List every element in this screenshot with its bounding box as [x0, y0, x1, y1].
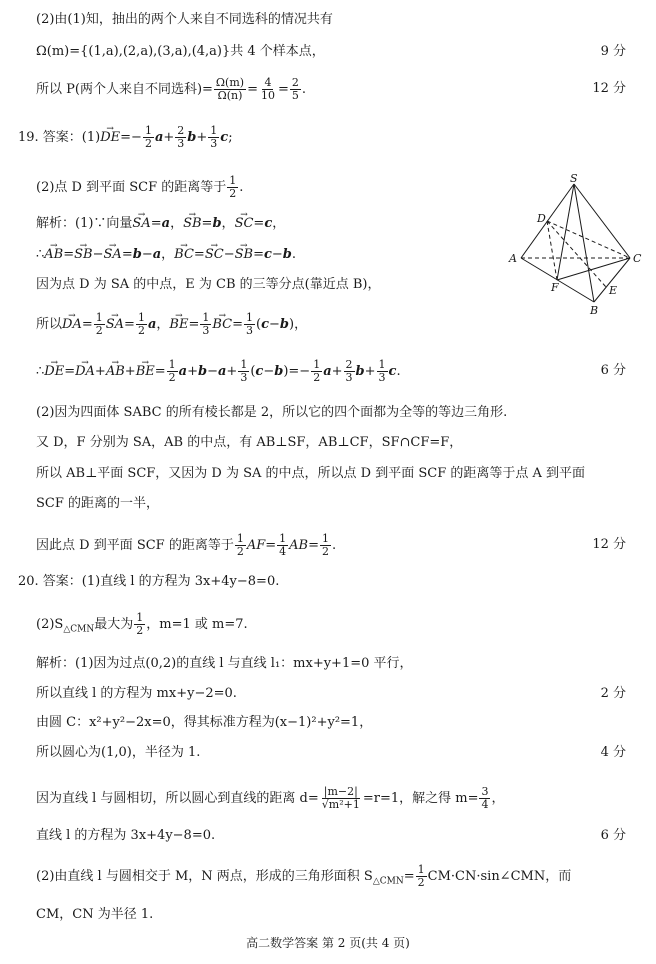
numerator: 1	[168, 357, 176, 371]
numerator: 1	[246, 310, 253, 324]
denominator: 2	[137, 323, 145, 337]
score: 12 分	[592, 537, 626, 552]
text: ∴→ AB=→ SB−→ SA=b−a，→ BC=→ SC−→ SB=c−b.	[36, 246, 296, 264]
label-f: F	[551, 281, 559, 294]
line	[36, 827, 626, 845]
text: (2)因为四面体 SABC 的所有棱长都是 2，所以它的四个面都为全等的等边三角形.	[36, 405, 508, 420]
text: (2)由直线 l 与圆相交于 M，N 两点，形成的三角形面积 S	[36, 868, 373, 884]
fraction	[344, 359, 355, 384]
line	[36, 404, 626, 422]
denominator: 2	[322, 544, 330, 558]
text: (2)S	[36, 616, 64, 632]
numerator: 1	[210, 123, 218, 137]
text: ∴→ DE=→ DA+→ AB+→ BE= $\frac{1}{2}$ a+b−a+ $\frac{1}{3}$ (c−b)=− $\frac{1}{2}$ a+ $\frac{2}{3}$ b+ $\frac{1}{3}$ c.	[36, 359, 401, 384]
line	[36, 76, 626, 102]
text: 因为直线 l 与圆相切，所以圆心到直线的距离 d=	[36, 790, 319, 806]
fraction	[311, 359, 322, 384]
line	[36, 864, 626, 890]
numerator: 1	[144, 123, 152, 137]
denominator: 2	[95, 323, 103, 337]
line	[36, 532, 626, 558]
line	[36, 434, 626, 452]
line	[36, 744, 626, 762]
text: 20. 答案：(1)直线 l 的方程为 3x+4y−8=0.	[18, 574, 280, 589]
text: 所以 P(两个人来自不同选科)=	[36, 81, 213, 97]
label-s: S	[570, 172, 578, 185]
denominator: 2	[313, 370, 321, 384]
numerator: 1	[236, 531, 244, 545]
line	[36, 906, 626, 924]
numerator: 2	[291, 75, 299, 89]
line	[18, 573, 626, 591]
denominator: 3	[246, 323, 253, 337]
denominator: 5	[291, 88, 299, 102]
numerator: 1	[240, 357, 248, 371]
denominator: 3	[345, 370, 353, 384]
denominator: 10	[260, 88, 275, 102]
text: 解析：(1)因为过点(0,2)的直线 l 与直线 l₁：mx+y+1=0 平行，	[36, 656, 413, 671]
line	[36, 358, 626, 384]
subscript: △CMN	[63, 624, 95, 635]
fraction	[175, 125, 186, 150]
numerator: 4	[264, 75, 272, 89]
text: (2)由(1)知，抽出的两个人来自不同选科的情况共有	[36, 12, 333, 27]
edge-sb	[574, 184, 594, 302]
numerator: Ω(m)	[215, 75, 245, 89]
fraction	[416, 864, 427, 889]
denominator: 2	[229, 186, 237, 200]
text: 所以 AB⊥平面 SCF，又因为 D 为 SA 的中点，所以点 D 到平面 SCF 的距离等于点 A 到平面	[36, 466, 586, 481]
line	[36, 784, 626, 812]
text: 由圆 C：x²+y²−2x=0，得其标准方程为(x−1)²+y²=1，	[36, 715, 373, 730]
segment-df	[547, 221, 557, 280]
line	[18, 124, 626, 150]
numerator: 3	[481, 784, 489, 798]
fraction: $\frac{1}{4}$	[279, 531, 287, 558]
denominator: 2	[168, 370, 176, 384]
score: 6 分	[600, 828, 626, 843]
numerator: 1	[137, 310, 145, 324]
denominator: 2	[144, 136, 152, 150]
fraction	[134, 612, 145, 637]
label-d: D	[537, 212, 546, 225]
label-b: B	[590, 304, 599, 317]
line	[36, 43, 626, 61]
text: CM，CN 为半径 1.	[36, 907, 154, 922]
text: 所以→ DA= $\frac{1}{2}$ → SA= $\frac{1}{2}$ a，→ BE= $\frac{1}{3}$ → BC= $\frac{1}{3}$ (c−b)，	[36, 312, 307, 337]
text: =r=1，解之得 m=	[362, 790, 479, 806]
text: 因此点 D 到平面 SCF 的距离等于	[36, 537, 234, 553]
line	[36, 465, 626, 483]
fraction	[235, 533, 246, 558]
text: SCF 的距离的一半，	[36, 496, 160, 511]
fraction	[214, 77, 246, 102]
label-e: E	[609, 284, 618, 297]
numerator: |m−2|	[323, 784, 358, 798]
fraction	[238, 359, 249, 384]
numerator: 1	[95, 310, 103, 324]
text	[36, 864, 571, 891]
denominator: 3	[378, 370, 386, 384]
text: 所以圆心为(1,0)，半径为 1.	[36, 745, 201, 760]
fraction	[200, 312, 211, 337]
fraction	[143, 125, 154, 150]
fraction	[244, 312, 255, 337]
fraction	[94, 312, 105, 337]
label-c: C	[633, 252, 642, 265]
text: =	[403, 868, 415, 884]
text: 直线 l 的方程为 3x+4y−8=0.	[36, 828, 216, 843]
fraction	[320, 533, 331, 558]
numerator: 1	[136, 610, 144, 624]
denominator: 2	[236, 544, 244, 558]
line	[36, 655, 626, 673]
denominator: Ω(n)	[217, 88, 243, 102]
text: 因为点 D 为 SA 的中点，E 为 CB 的三等分点(靠近点 B)，	[36, 277, 381, 292]
line	[36, 11, 626, 29]
fraction	[320, 786, 362, 811]
line	[36, 685, 626, 703]
numerator: 1	[229, 173, 237, 187]
text: (2)点 D 到平面 SCF 的距离等于	[36, 179, 227, 195]
numerator: 2	[345, 357, 353, 371]
text: 因此点 D 到平面 SCF 的距离等于 $\frac{1}{2}$ AF= $\frac{1}{4}$ AB= $\frac{1}{2}$ .	[36, 531, 337, 558]
tetrahedron-figure	[506, 172, 656, 324]
text: 所以直线 l 的方程为 mx+y−2=0.	[36, 686, 237, 701]
score: 9 分	[600, 44, 626, 59]
score: 2 分	[600, 686, 626, 701]
line	[36, 612, 626, 638]
text: 最大为	[94, 616, 134, 632]
text: 19. 答案：(1)	[18, 129, 101, 145]
score: 6 分	[600, 363, 626, 378]
text: CM·CN·sin∠CMN，而	[427, 868, 572, 884]
line	[36, 495, 626, 513]
numerator: 1	[313, 357, 321, 371]
text: 19. 答案：(1)→ DE=− $\frac{1}{2}$ a+ $\frac{2}{3}$ b+ $\frac{1}{3}$ c;	[18, 125, 233, 150]
numerator: 1	[417, 862, 425, 876]
text: 因为直线 l 与圆相切，所以圆心到直线的距离 d= $\frac{|m-2|}{\text{√m²+1}}$ =r=1，解之得 m= $\frac{3}{4}$ ，	[36, 784, 505, 811]
fraction	[208, 125, 219, 150]
denominator: √m²+1	[321, 797, 360, 811]
text: ，m=1 或 m=7.	[146, 616, 248, 632]
numerator: 1	[279, 531, 287, 545]
line	[36, 714, 626, 732]
score: 12 分	[592, 81, 626, 96]
fraction	[290, 77, 301, 102]
denominator: 3	[202, 323, 210, 337]
denominator: 2	[136, 623, 144, 637]
segment-sf	[557, 184, 574, 280]
text	[36, 612, 248, 639]
denominator: 3	[210, 136, 218, 150]
segment-fc	[557, 258, 630, 280]
fraction	[136, 312, 147, 337]
numerator: 1	[378, 357, 386, 371]
text: 解析：(1)∵向量	[36, 216, 133, 231]
segment-de	[547, 221, 606, 287]
text: 又 D，F 分别为 SA，AB 的中点，有 AB⊥SF，AB⊥CF，SF∩CF=F，	[36, 435, 463, 450]
numerator: 2	[177, 123, 185, 137]
score: 4 分	[600, 745, 626, 760]
denominator: 4	[481, 797, 489, 811]
fraction	[377, 359, 388, 384]
text: (2)点 D 到平面 SCF 的距离等于 $\frac{1}{2}$ .	[36, 173, 244, 200]
text: Ω(m)={(1,a),(2,a),(3,a),(4,a)}共 4 个样本点，	[36, 44, 325, 59]
label-a: A	[509, 252, 517, 265]
segment-dc	[547, 221, 630, 258]
fraction	[259, 77, 277, 102]
subscript: △CMN	[372, 876, 404, 887]
fraction	[479, 786, 490, 811]
numerator: 1	[322, 531, 330, 545]
denominator: 3	[240, 370, 248, 384]
numerator: 1	[202, 310, 210, 324]
denominator: 3	[177, 136, 185, 150]
edge-sc	[574, 184, 630, 258]
text: 所以 P(两个人来自不同选科)= $\frac{\Omega(m)}{\Omega(n)}$ = $\frac{4}{10}$ = $\frac{2}{5}$ .	[36, 75, 307, 102]
page-footer: 高二数学答案 第 2 页(共 4 页)	[246, 936, 410, 950]
fraction	[167, 359, 178, 384]
denominator: 2	[417, 875, 425, 889]
fraction	[227, 175, 238, 200]
text: 解析：(1)∵向量→ SA=a，→ SB=b，→ SC=c，	[36, 215, 285, 233]
